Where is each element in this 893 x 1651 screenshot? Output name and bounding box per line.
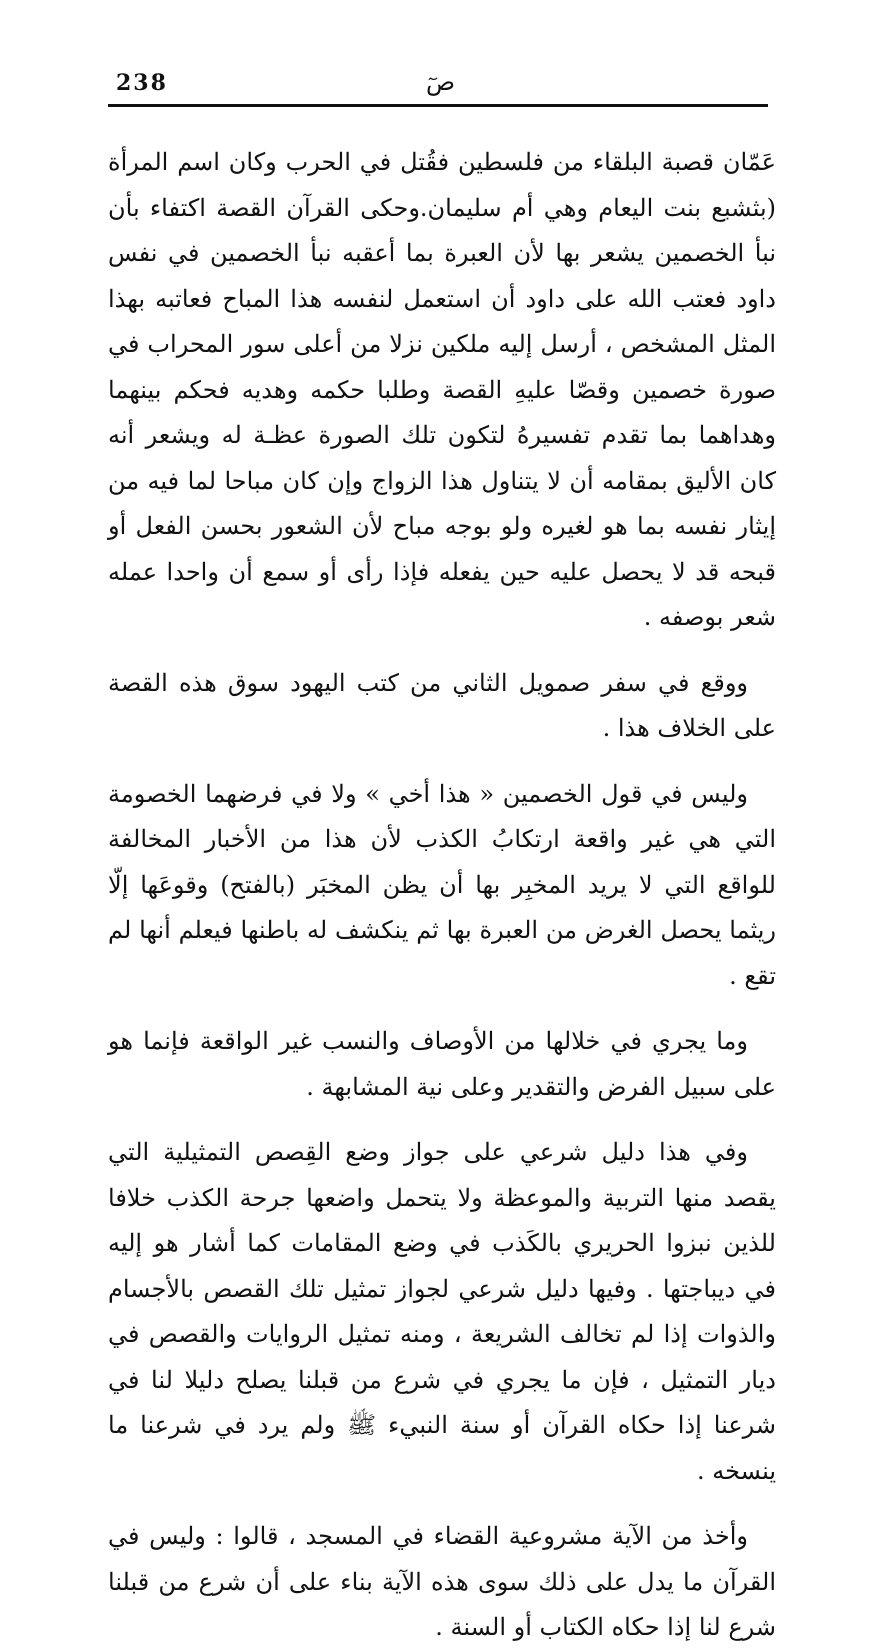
page-number: 238 — [116, 70, 168, 96]
page-header — [108, 66, 766, 106]
paragraph-5: وفي هذا دليل شرعي على جواز وضع القِصص التمثيلية التي يقصد منها التربية والموعظة ولا يتحمل واضعها جرحة الكذب خلافا للذين نبزوا الحريري بالكَذب في وضع المقامات كما أشار هو إليه في ديباجتها . وفيها دليل شرعي لجواز تمثيل تلك القصص بالأجسام والذوات إذا لم تخالف الشريعة ، ومنه تمثيل الروايات والقصص في ديار التمثيل ، فإن ما يجري في شرع من قبلنا يصلح دليلا لنا في شرعنا إذا حكاه القرآن أو سنة النبيء ﷺ ولم يرد في شرعنا ما ينسخه . — [108, 1138, 777, 1485]
running-title: صٓ — [426, 68, 456, 96]
header-divider — [108, 104, 768, 107]
paragraph-1: عَمّان قصبة البلقاء من فلسطين فقُتل في الحرب وكان اسم المرأة (بثشبع بنت اليعام وهي أم سليمان.وحكى القرآن القصة اكتفاء بأن نبأ الخصمين يشعر بها لأن العبرة بما أعقبه نبأ الخصمين في نفس داود فعتب الله على داود أن استعمل لنفسه هذا المباح فعاتبه بهذا المثل المشخص ، أرسل إليه ملكين نزلا من أعلى سور المحراب في صورة خصمين وقصّا عليهِ القصة وطلبا حكمه وهديه فحكم بينهما وهداهما بما تقدم تفسيرهُ لتكون تلك الصورة عظـة له ويشعر أنه كان الأليق بمقامه أن لا يتناول هذا الزواج وإن كان مباحا لما فيه من إيثار نفسه بما هو لغيره ولو بوجه مباح لأن الشعور بحسن الفعل أو قبحه قد لا يحصل عليه حين يفعله فإذا رأى أو سمع أن واحدا عمله شعر بوصفه . — [108, 148, 776, 631]
paragraph-2: ووقع في سفر صمويل الثاني من كتب اليهود سوق هذه القصة على الخلاف هذا . — [108, 668, 776, 742]
page-body — [108, 140, 776, 1651]
paragraph-3: وليس في قول الخصمين « هذا أخي » ولا في فرضهما الخصومة التي هي غير واقعة ارتكابُ الكذب لأن هذا من الأخبار المخالفة للواقع التي لا يريد المخبِر بها أن يظن المخبَر (بالفتح) وقوعَها إلّا ريثما يحصل الغرض من العبرة بها ثم ينكشف له باطنها فيعلم أنها لم تقع . — [108, 779, 776, 990]
paragraph-4: وما يجري في خلالها من الأوصاف والنسب غير الواقعة فإنما هو على سبيل الفرض والتقدير وعلى نية المشابهة . — [108, 1027, 776, 1101]
paragraph-6: وأخذ من الآية مشروعية القضاء في المسجد ، قالوا : وليس في القرآن ما يدل على ذلك سوى هذه الآية بناء على أن شرع من قبلنا شرع لنا إذا حكاه الكتاب أو السنة . — [108, 1522, 776, 1641]
